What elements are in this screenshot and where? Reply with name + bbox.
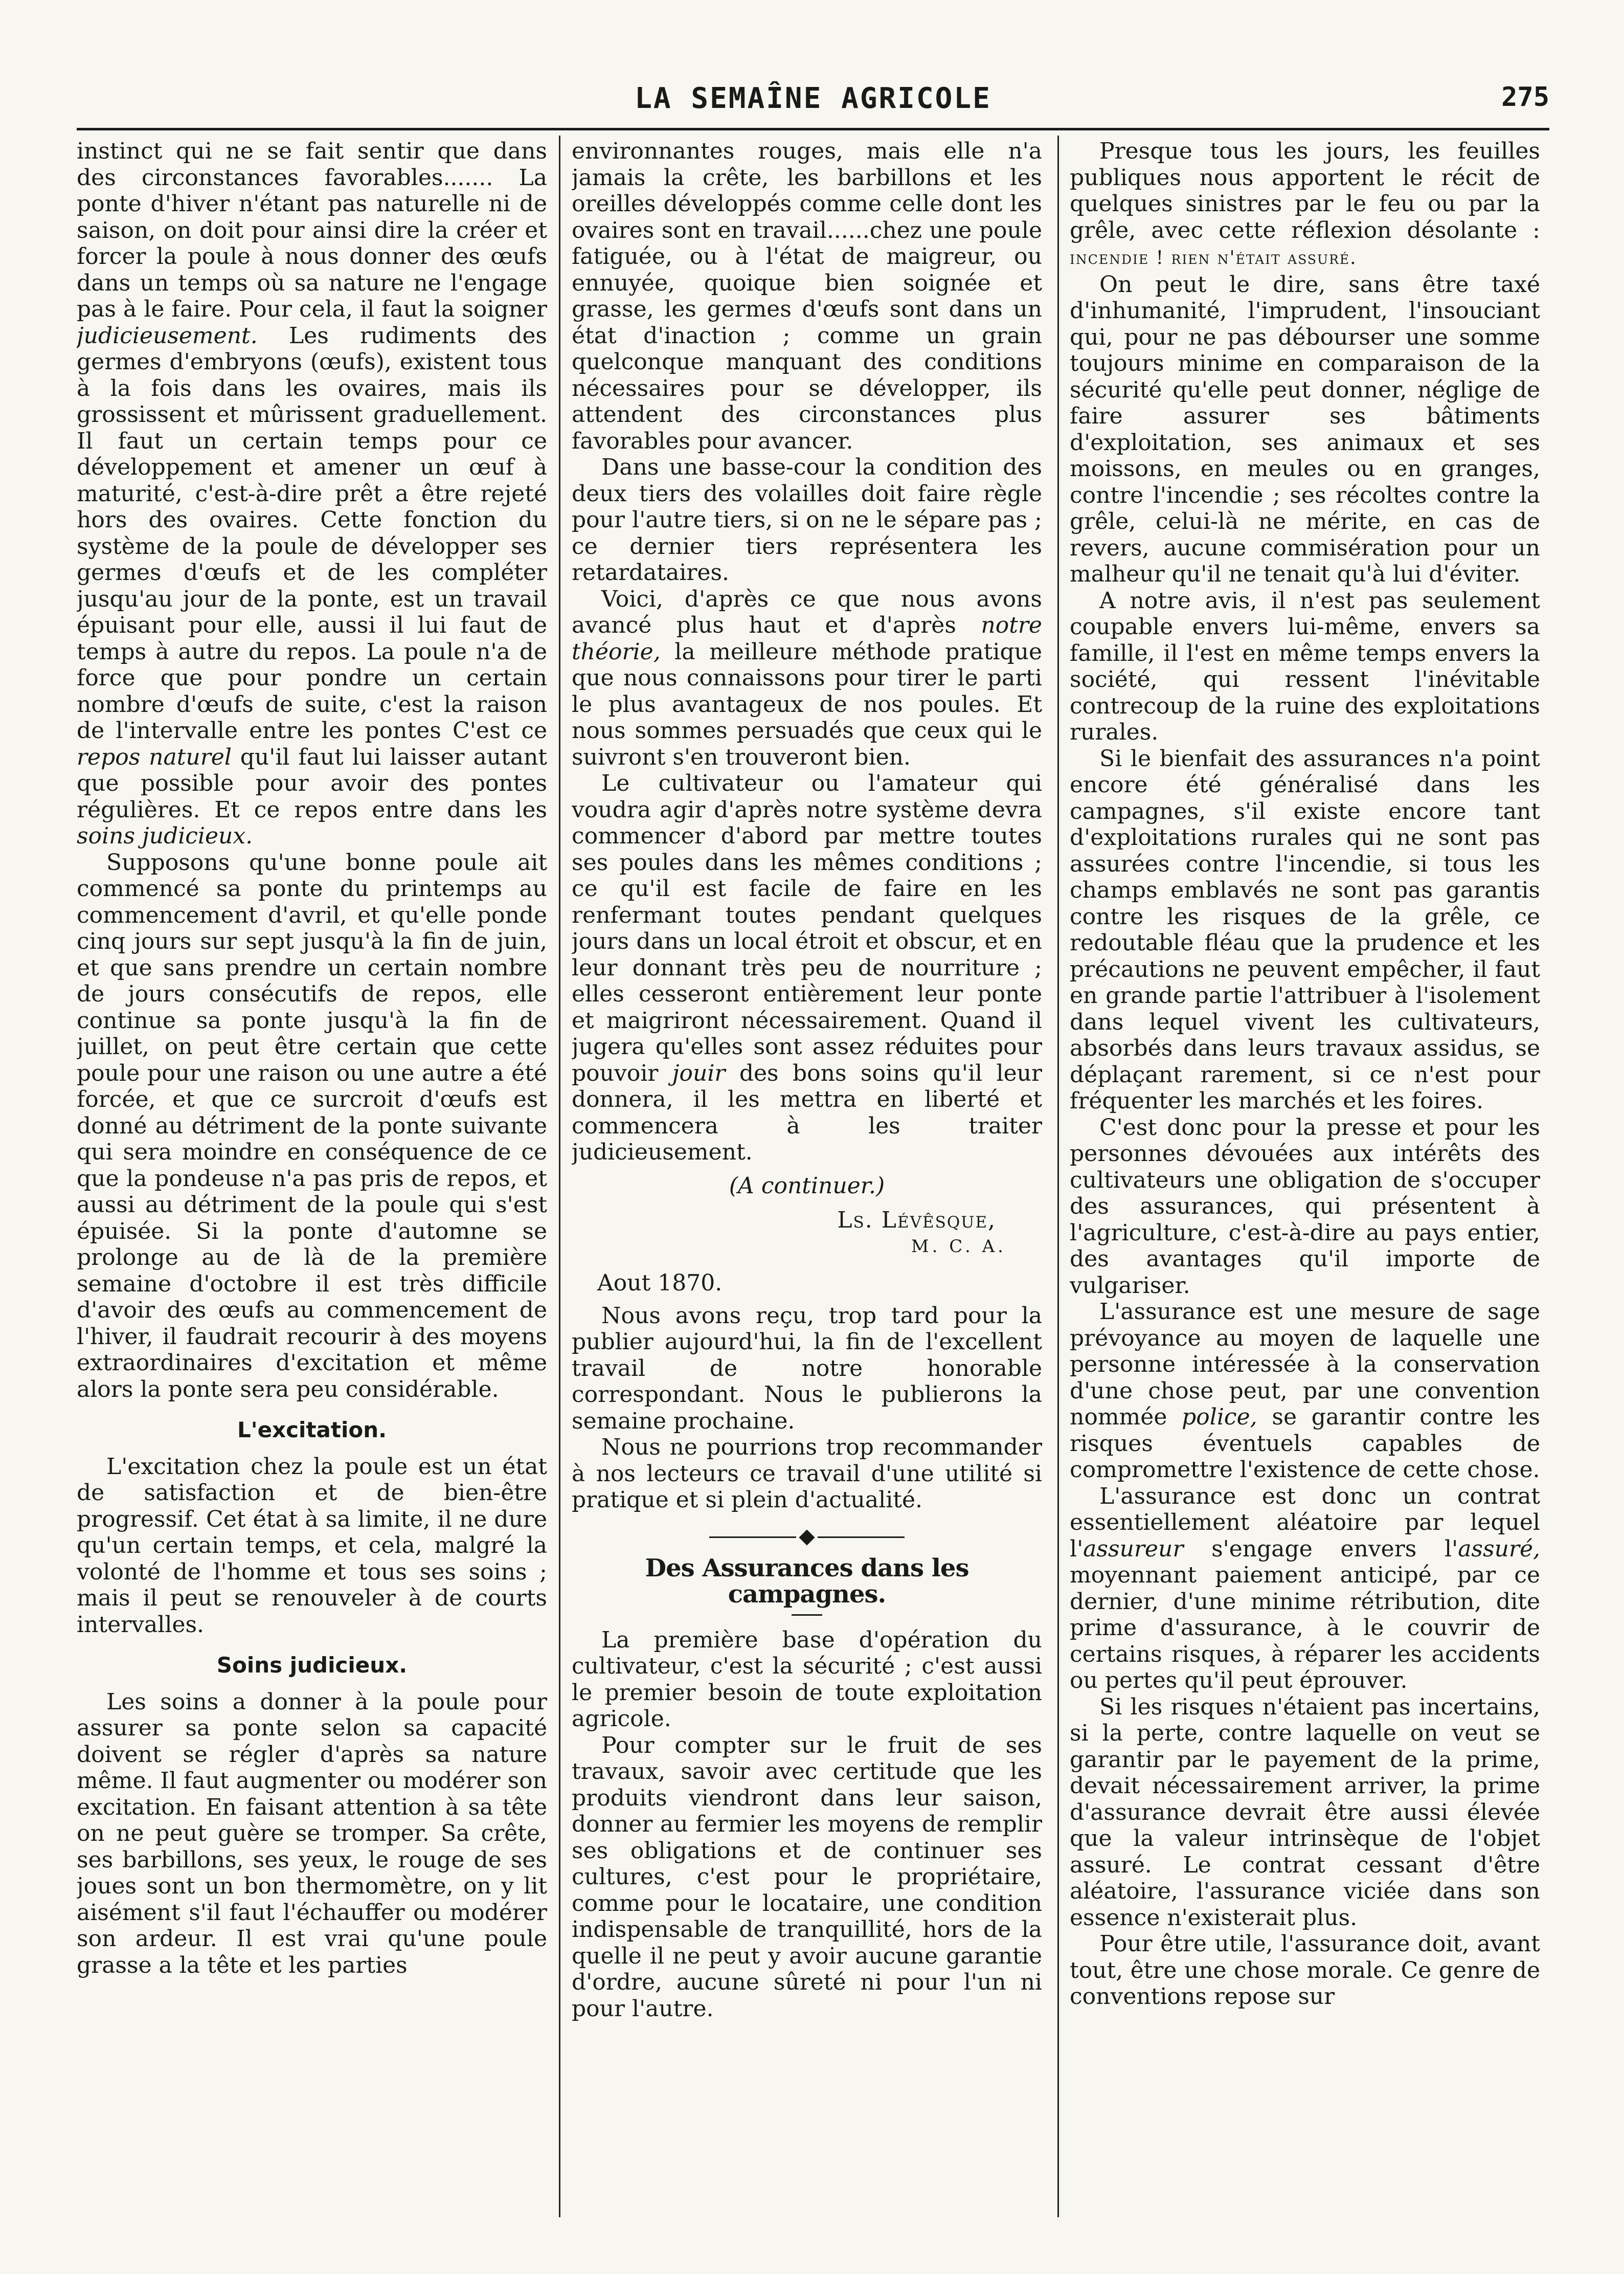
date-line: Aout 1870. [597,1270,723,1296]
paragraph: C'est donc pour la presse et pour les personnes dévouées aux intérêts des cultivateurs une obligation de s'occuper des assurances, qui présentent à l'agriculture, c'est-à-dire au pays entier, des avantages qu'il importe de vulgariser. [1070,1114,1540,1299]
section-heading: Soins judicieux. [216,1653,408,1678]
paragraph: Les soins a donner à la poule pour assurer sa ponte selon sa capacité doivent se régler d'après sa nature même. Il faut augmenter ou modérer son excitation. En faisant attention à sa tête on ne peut guère se tromper. Sa crête, ses barbillons, ses yeux, le rouge de ses joues sont un bon thermomètre, on y lit aisément s'il faut l'échauffer ou modérer son ardeur. Il est vrai qu'une poule grasse a la tête et les parties [77,1688,547,1978]
paragraph: Pour compter sur le fruit de ses travaux, savoir avec certitude que les produits viendront dans leur saison, donner au fermier les moyens de remplir ses obligations et de continuer ses cultures, c'est pour le propriétaire, comme pour le locataire, une condition indispensable de tranquillité, hors de la quelle il ne peut y avoir aucune garantie d'ordre, aucune sûreté ni pour l'un ni pour l'autre. [572,1732,1042,2022]
ornament-divider [572,1532,1042,1543]
continued-note: (A continuer.) [729,1172,885,1199]
page-header [77,77,1549,130]
paragraph: On peut le dire, sans être taxé d'inhumanité, l'imprudent, l'insouciant qui, pour ne pas débourser une somme toujours minime en comparaison de la sécurité qu'elle peut donner, néglige de faire assurer ses bâtiments d'exploitation, ses animaux et ses moissons, en meules ou en granges, contre l'incendie ; ses récoltes contre la grêle, celui-là ne mérite, en cas de revers, aucune commisération pour un malheur qu'il ne tenait qu'à lui d'éviter. [1070,271,1540,587]
paragraph: Voici, d'après ce que nous avons avancé plus haut et d'après notre théorie, la meilleure méthode pratique que nous connaissons pour tirer le parti le plus avantageux de nos poules. Et nous sommes persuadés que ceux qui le suivront s'en trouveront bien. [572,586,1042,770]
column-left [77,138,547,2215]
paragraph: Nous ne pourrions trop recommander à nos lecteurs ce travail d'une utilité si pratique et si plein d'actualité. [572,1434,1042,1513]
author-title: M. C. A. [911,1236,1006,1257]
paragraph: A notre avis, il n'est pas seulement coupable envers lui-même, envers sa famille, il l'est en même temps envers la société, qui ressent l'inévitable contrecoup de la ruine des exploitations rurales. [1070,587,1540,745]
author-signature: Ls. Lévêsque, [837,1207,996,1233]
page-number: 275 [1501,82,1549,113]
journal-title: LA SEMAÎNE AGRICOLE [635,82,991,115]
paragraph: Presque tous les jours, les feuilles publiques nous apportent le récit de quelques sinistres par le feu ou par la grêle, avec cette réflexion désolante : incendie ! rien n'était assuré. [1070,138,1540,269]
title-dash [792,1614,822,1616]
column-rule [559,136,560,2217]
section-heading: L'excitation. [237,1417,387,1442]
paragraph: L'assurance est donc un contrat essentiellement aléatoire par lequel l'assureur s'engage envers l'assuré, moyennant paiement anticipé, par ce dernier, d'une minime rétribution, dite prime d'assurance, à le couvrir de certains risques, à réparer les accidents ou pertes qu'il peut éprouver. [1070,1483,1540,1693]
paragraph: environnantes rouges, mais elle n'a jamais la crête, les barbillons et les oreilles développés comme celle dont les ovaires sont en travail......chez une poule fatiguée, ou à l'état de maigreur, ou ennuyée, quoique bien soignée et grasse, les germes d'œufs sont dans un état d'inaction ; comme un grain quelconque manquant des conditions nécessaires pour se développer, ils attendent des circonstances plus favorables pour avancer. [572,138,1042,454]
paragraph: instinct qui ne se fait sentir que dans des circonstances favorables....... La ponte d'hiver n'étant pas naturelle ni de saison, on doit pour ainsi dire la créer et forcer la poule à nous donner des œufs dans un temps où sa nature ne l'engage pas à le faire. Pour cela, il faut la soigner judicieusement. Les rudiments des germes d'embryons (œufs), existent tous à la fois dans les ovaires, mais ils grossissent et mûrissent graduellement. Il faut un certain temps pour ce développement et amener un œuf à maturité, c'est-à-dire prêt a être rejeté hors des ovaires. Cette fonction du système de la poule de développer ses germes d'œufs et de les compléter jusqu'au jour de la ponte, est un travail épuisant pour elle, aussi il lui faut de temps à autre du repos. La poule n'a de force que pour pondre un certain nombre d'œufs de suite, c'est la raison de l'intervalle entre les pontes C'est ce repos naturel qu'il faut lui laisser autant que possible pour avoir des pontes régulières. Et ce repos entre dans les soins judicieux. [77,138,547,849]
paragraph: Dans une basse-cour la condition des deux tiers des volailles doit faire règle pour l'autre tiers, si on ne le sépare pas ; ce dernier tiers représentera les retardataires. [572,454,1042,586]
paragraph: Nous avons reçu, trop tard pour la publier aujourd'hui, la fin de l'excellent travail de notre honorable correspondant. Nous le publierons la semaine prochaine. [572,1302,1042,1434]
paragraph: L'assurance est une mesure de sage prévoyance au moyen de laquelle une personne intéressée à la conservation d'une chose peut, par une convention nommée police, se garantir contre les risques éventuels capables de compromettre l'existence de cette chose. [1070,1299,1540,1483]
paragraph: L'excitation chez la poule est un état de satisfaction et de bien-être progressif. Cet état à sa limite, il ne dure qu'un certain temps, et cela, malgré la volonté de l'homme et tous ses soins ; mais il peut se renouveler à de courts intervalles. [77,1453,547,1638]
column-rule [1057,136,1059,2217]
paragraph: Le cultivateur ou l'amateur qui voudra agir d'après notre système devra commencer d'abord par mettre toutes ses poules dans les mêmes conditions ; ce qu'il est facile de faire en les renfermant toutes pendant quelques jours dans un local étroit et obscur, et en leur donnant très peu de nourriture ; elles cesseront entièrement leur ponte et maigriront nécessairement. Quand il jugera qu'elles sont assez réduites pour pouvoir jouir des bons soins qu'il leur donnera, il les mettra en liberté et commencera à les traiter judicieusement. [572,770,1042,1165]
paragraph: La première base d'opération du cultivateur, c'est la sécurité ; c'est aussi le premier besoin de toute exploitation agricole. [572,1626,1042,1732]
paragraph: Si les risques n'étaient pas incertains, si la perte, contre laquelle on veut se garantir par le payement de la prime, devait nécessairement arriver, la prime d'assurance devrait être aussi élevée que la valeur intrinsèque de l'objet assuré. Le contrat cessant d'être aléatoire, l'assurance viciée dans son essence n'existerait plus. [1070,1693,1540,1931]
paragraph: Si le bienfait des assurances n'a point encore été généralisé dans les campagnes, s'il existe encore tant d'exploitations rurales qui ne sont pas assurées contre l'incendie, si tous les champs emblavés ne sont pas garantis contre les risques de la grêle, ce redoutable fléau que la prudence et les précautions ne peuvent empêcher, il faut en grande partie l'attribuer à l'isolement dans lequel vivent les cultivateurs, absorbés dans leurs travaux assidus, se déplaçant rarement, si ce n'est pour fréquenter les marchés et les foires. [1070,745,1540,1114]
paragraph: Pour être utile, l'assurance doit, avant tout, être une chose morale. Ce genre de conventions repose sur [1070,1931,1540,2010]
paragraph: Supposons qu'une bonne poule ait commencé sa ponte du printemps au commencement d'avril, et qu'elle ponde cinq jours sur sept jusqu'à la fin de juin, et que sans prendre un certain nombre de jours consécutifs de repos, elle continue sa ponte jusqu'à la fin de juillet, on peut être certain que cette poule pour une raison ou une autre a été forcée, et que ce surcroit d'œufs est donné au détriment de la ponte suivante qui sera moindre en conséquence de ce que la pondeuse n'a pas pris de repos, et aussi au détriment de la poule qui s'est épuisée. Si la ponte d'automne se prolonge au de là de la première semaine d'octobre il est très difficile d'avoir des œufs au commencement de l'hiver, il faudrait recourir à des moyens extraordinaires d'excitation et même alors la ponte sera peu considérable. [77,849,547,1402]
article-title: Des Assurances dans les campagnes. [645,1553,969,1609]
column-right [1070,138,1540,2215]
column-middle [572,138,1042,2215]
